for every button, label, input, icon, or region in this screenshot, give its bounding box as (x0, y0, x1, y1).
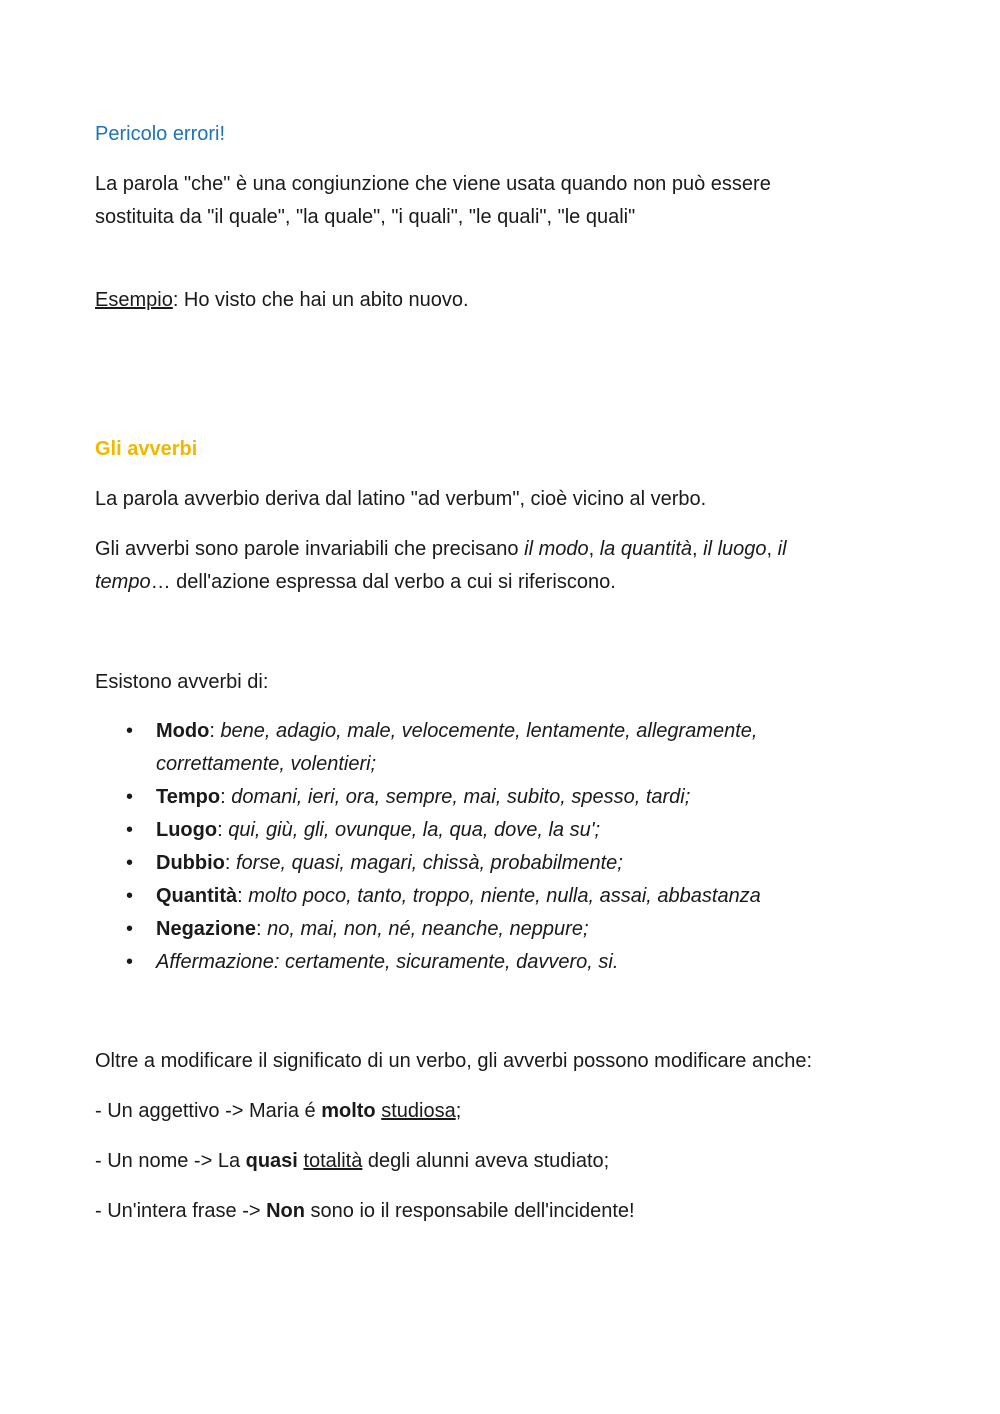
definition-sep: , (766, 538, 778, 560)
example-noun (95, 1145, 609, 1178)
paragraph-etymology: La parola avverbio deriva dal latino "ad verbum", cioè vicino al verbo. (95, 488, 707, 510)
list-item-examples: qui, giù, gli, ovunque, la, qua, dove, la su'; (228, 819, 601, 841)
bullet-icon: • (126, 819, 134, 841)
list-item-sep: : (256, 918, 268, 940)
line-underlined: totalità (303, 1150, 363, 1172)
list-item (126, 814, 856, 847)
list-item-sep: : (217, 819, 229, 841)
line-text: ; (455, 1100, 462, 1122)
list-item-term: Quantità (156, 885, 238, 907)
definition-start: Gli avverbi sono parole invariabili che precisano (95, 538, 525, 560)
definition-quantita: la quantità (599, 538, 693, 560)
paragraph-che: La parola "che" è una congiunzione che viene usata quando non può essere sostituita da "il quale", "la quale", "i quali", "le quali", "le quali" (95, 173, 771, 228)
adverb-type-list (95, 715, 856, 979)
list-item-examples: forse, quasi, magari, chissà, probabilmente; (236, 852, 623, 874)
list-item-examples: molto poco, tanto, troppo, niente, nulla, assai, abbastanza (248, 885, 761, 907)
list-item-sep: : (237, 885, 249, 907)
definition-sep: , (588, 538, 600, 560)
definition-sep: , (692, 538, 704, 560)
section-heading-adverbs: Gli avverbi (95, 438, 198, 460)
bullet-icon: • (126, 951, 134, 973)
bullet-icon: • (126, 918, 134, 940)
list-item (126, 913, 856, 946)
bullet-icon: • (126, 720, 134, 742)
line-bold: quasi (245, 1150, 298, 1172)
example-adjective (95, 1095, 461, 1128)
list-item-term: Luogo (156, 819, 218, 841)
list-item-sep: : (220, 786, 232, 808)
paragraph-definition (95, 533, 865, 599)
list-item-term: Tempo (156, 786, 221, 808)
definition-luogo: il luogo (703, 538, 767, 560)
section-heading-errors: Pericolo errori! (95, 123, 226, 145)
line-text: - Un'intera frase -> (95, 1200, 267, 1222)
example-sentence (95, 1195, 635, 1228)
list-item-examples: bene, adagio, male, velocemente, lentamente, allegramente, correttamente, volentieri; (156, 720, 758, 775)
list-item (126, 847, 856, 880)
list-item (126, 781, 856, 814)
list-item-term: Negazione (156, 918, 257, 940)
list-item-term: Dubbio (156, 852, 225, 874)
definition-modo: il modo (524, 538, 589, 560)
line-text: degli alunni aveva studiato; (362, 1150, 610, 1172)
example-line (95, 284, 469, 317)
list-item (126, 946, 856, 979)
bullet-icon: • (126, 786, 134, 808)
list-item-examples: Affermazione: certamente, sicuramente, davvero, si. (156, 951, 619, 973)
line-bold: Non (266, 1200, 305, 1222)
example-text: : Ho visto che hai un abito nuovo. (172, 289, 469, 311)
list-item-sep: : (209, 720, 221, 742)
definition-end: … dell'azione espressa dal verbo a cui si riferiscono. (150, 571, 616, 593)
list-item (126, 880, 856, 913)
list-item-examples: domani, ieri, ora, sempre, mai, subito, spesso, tardi; (231, 786, 691, 808)
list-item-term: Modo (156, 720, 210, 742)
line-text: - Un aggettivo -> Maria é (95, 1100, 322, 1122)
bullet-icon: • (126, 852, 134, 874)
list-item-examples: no, mai, non, né, neanche, neppure; (267, 918, 589, 940)
definition-tempo: il tempo (95, 538, 787, 593)
list-item (126, 715, 856, 781)
line-underlined: studiosa (381, 1100, 456, 1122)
line-bold: molto (321, 1100, 376, 1122)
paragraph-modify-intro: Oltre a modificare il significato di un verbo, gli avverbi possono modificare anche: (95, 1050, 813, 1072)
example-label: Esempio (95, 289, 173, 311)
line-text: - Un nome -> La (95, 1150, 246, 1172)
bullet-icon: • (126, 885, 134, 907)
list-intro: Esistono avverbi di: (95, 671, 269, 693)
line-text: sono io il responsabile dell'incidente! (305, 1200, 635, 1222)
list-item-sep: : (224, 852, 236, 874)
